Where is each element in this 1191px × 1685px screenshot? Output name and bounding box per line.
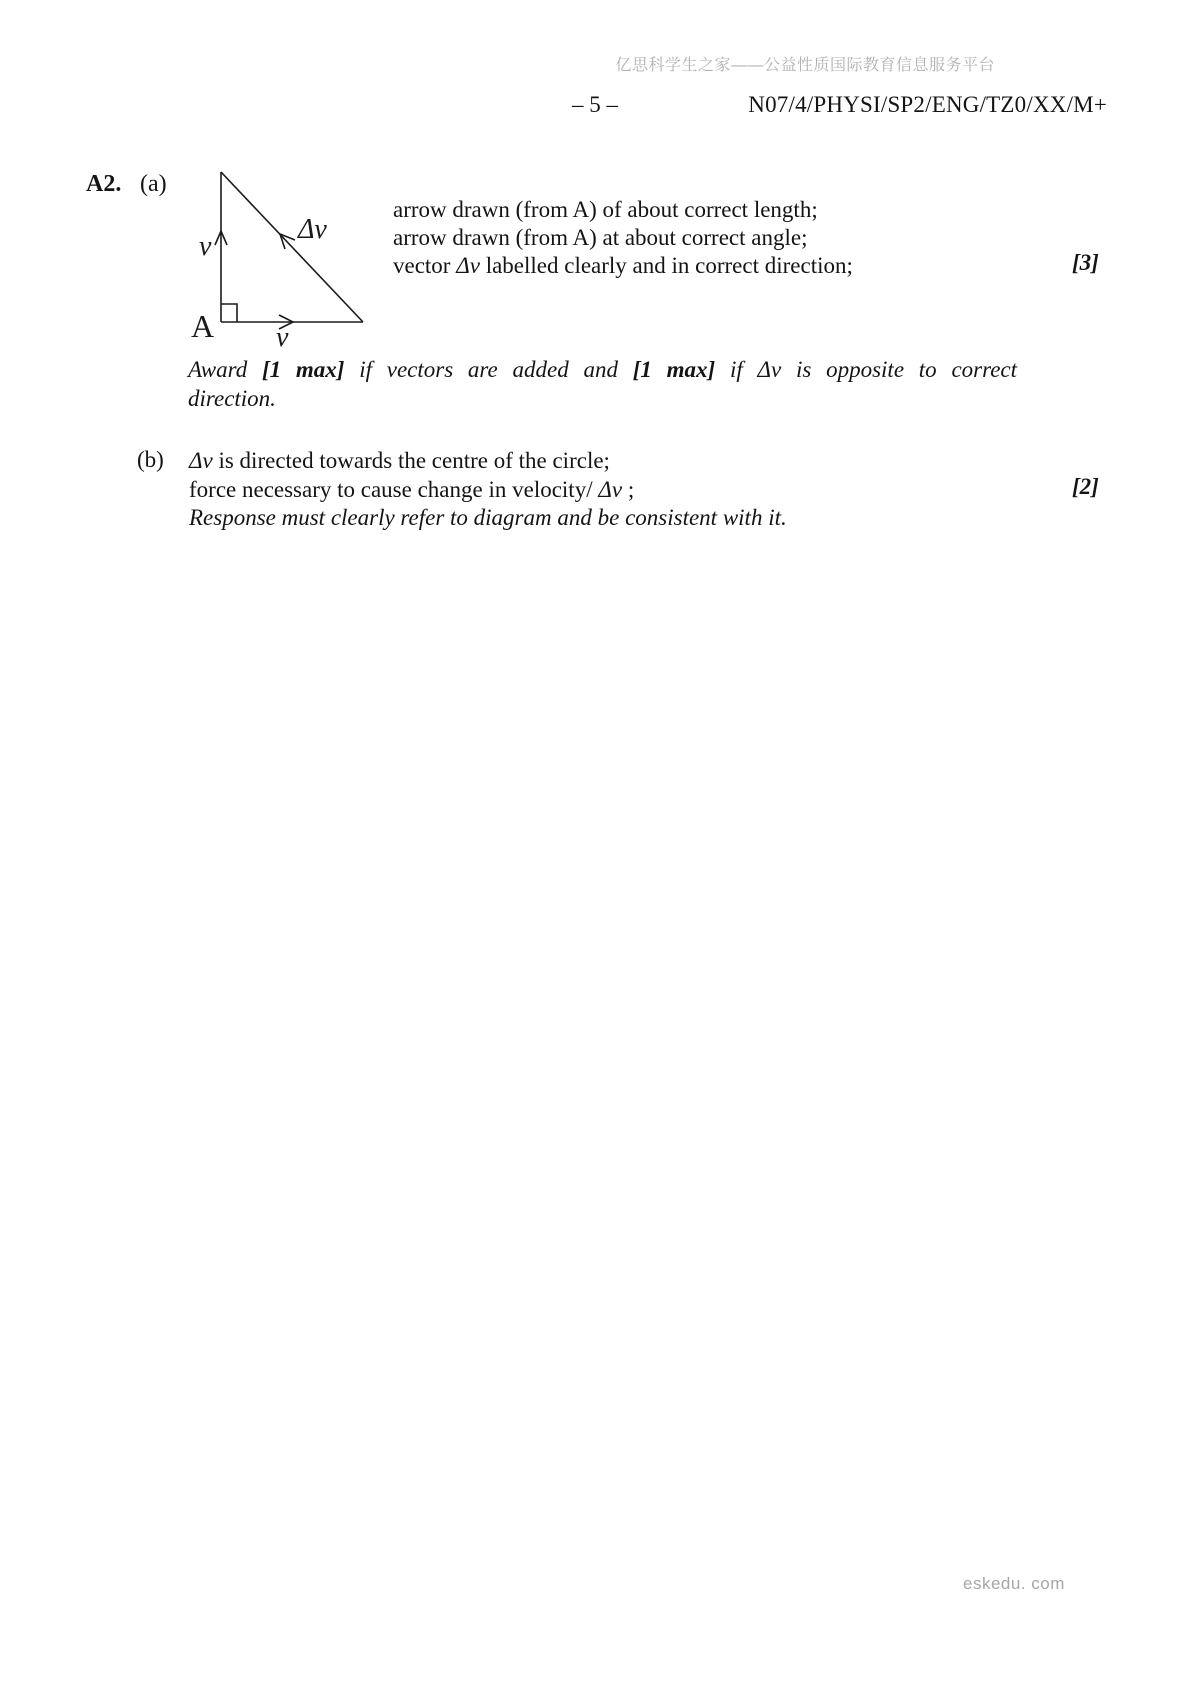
site-watermark: eskedu. com xyxy=(963,1574,1065,1593)
part-a-label: (a) xyxy=(140,171,167,197)
right-angle-marker xyxy=(221,304,237,322)
marking-point-3 xyxy=(393,252,1013,280)
part-b-label: (b) xyxy=(137,447,164,472)
award-text-2: if vectors are added and xyxy=(344,357,633,382)
label-point-A: A xyxy=(191,308,215,344)
award-note-line-1 xyxy=(188,355,1017,384)
part-a-marking-points xyxy=(393,196,1013,280)
delta-v-symbol: Δv xyxy=(456,253,480,278)
triangle-hypotenuse xyxy=(221,172,363,322)
paper-code: N07/4/PHYSI/SP2/ENG/TZ0/XX/M+ xyxy=(748,92,1107,117)
marking-point-2 xyxy=(189,476,1019,505)
marking-point-1: arrow drawn (from A) of about correct length; xyxy=(393,197,818,222)
award-note-line-2: direction. xyxy=(188,386,276,411)
delta-v-symbol: Δv xyxy=(598,476,623,502)
label-v-bottom: v xyxy=(276,322,289,353)
delta-v-symbol: Δv xyxy=(189,448,213,473)
marking-point-2-text: force necessary to cause change in velocity/ xyxy=(189,476,599,502)
award-text-3: if xyxy=(715,357,758,382)
vector-triangle-diagram xyxy=(175,155,390,360)
examiner-note: Response must clearly refer to diagram and be consistent with it. xyxy=(189,505,787,530)
marking-point-2: arrow drawn (from A) at about correct angle; xyxy=(393,225,808,250)
question-number: A2. xyxy=(86,171,122,197)
part-b-marking-points xyxy=(189,447,1019,533)
marking-point-1 xyxy=(189,447,1019,476)
marking-point-1-text: is directed towards the centre of the circle; xyxy=(212,448,610,473)
award-1max-second: [1 max] xyxy=(632,357,716,382)
award-note xyxy=(188,355,1017,413)
award-text: Award xyxy=(188,357,262,382)
page-number: – 5 – xyxy=(572,92,618,117)
marking-point-2-text-end: ; xyxy=(622,476,635,502)
label-v-left: v xyxy=(199,231,212,262)
part-a-marks-badge: [3] xyxy=(1072,250,1099,275)
platform-header-text: 亿思科学生之家——公益性质国际教育信息服务平台 xyxy=(615,57,995,74)
award-1max-first: [1 max] xyxy=(261,357,345,382)
label-delta-v: Δv xyxy=(298,214,327,245)
marking-point-3-text-end: labelled clearly and in correct direction; xyxy=(479,253,853,278)
part-b-marks-badge: [2] xyxy=(1072,474,1099,499)
marking-point-3-text: vector xyxy=(393,253,457,278)
award-text-4: is opposite to correct xyxy=(781,357,1018,382)
delta-v-symbol: Δv xyxy=(757,357,782,382)
